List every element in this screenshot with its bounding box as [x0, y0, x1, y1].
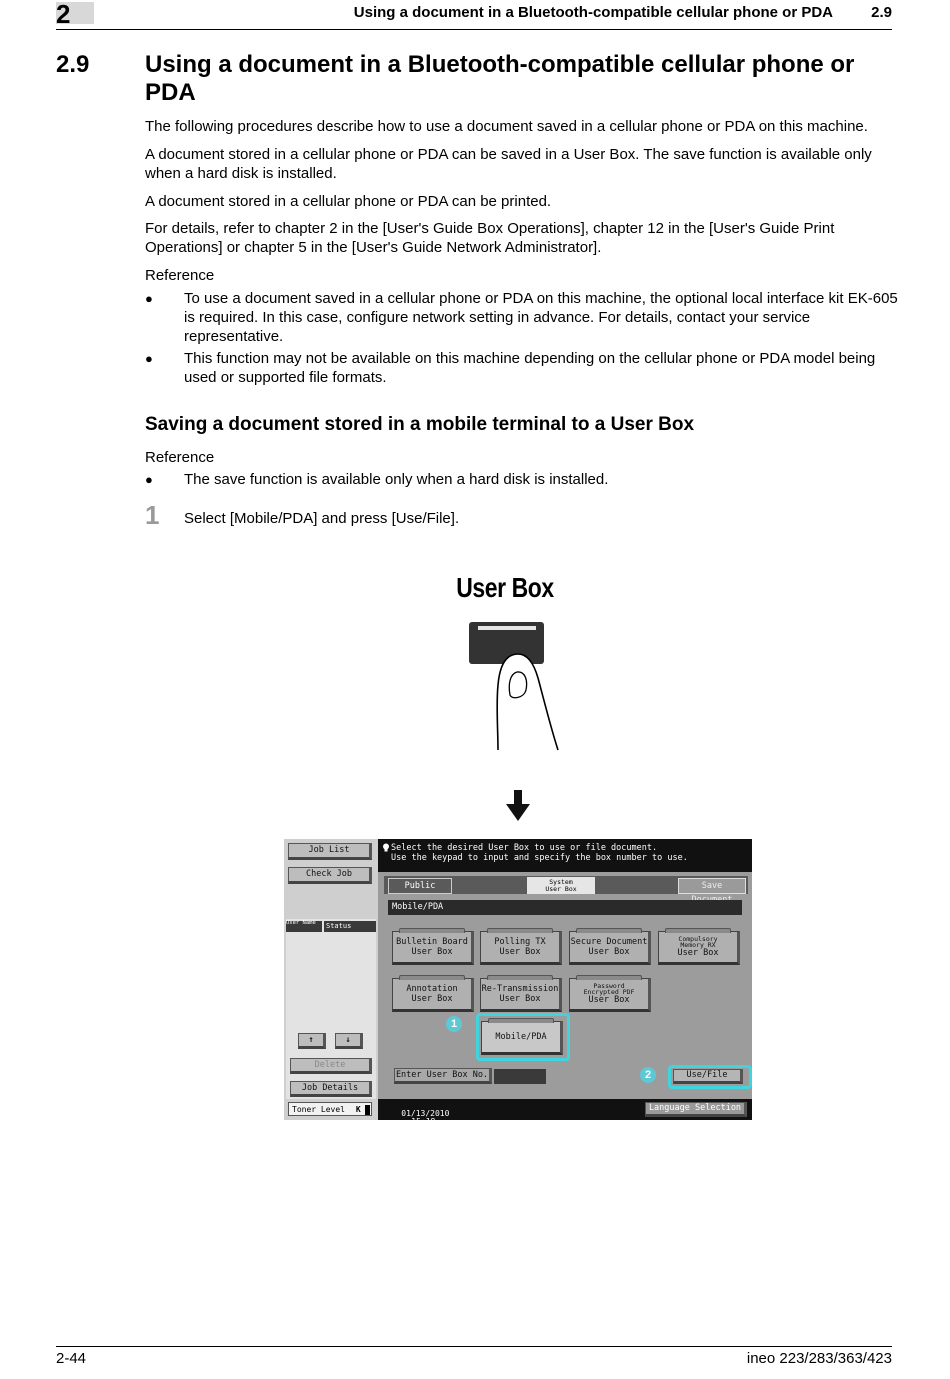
step-text: Select [Mobile/PDA] and press [Use/File]. — [184, 510, 460, 527]
tab-system-line1: System — [549, 878, 573, 886]
delete-button[interactable]: Delete — [290, 1058, 372, 1074]
bullet-dot: ● — [145, 351, 153, 366]
reference-label: Reference — [145, 267, 215, 284]
box-label: Memory RX — [680, 941, 716, 949]
memory-label: Memory — [401, 1134, 431, 1143]
datetime-memory — [382, 1101, 449, 1161]
toner-bar — [365, 1105, 370, 1115]
box-label: Re-Transmission — [481, 984, 559, 994]
tab-public[interactable]: Public — [388, 878, 452, 894]
current-folder-bar: Mobile/PDA — [388, 900, 742, 915]
box-label: Encrypted PDF — [583, 988, 635, 996]
subsection-title: Saving a document stored in a mobile terminal to a User Box — [145, 414, 695, 435]
job-details-button[interactable]: Job Details — [290, 1081, 372, 1097]
message-line-1: Select the desired User Box to use or file document. — [391, 843, 658, 853]
box-sublabel: User Box — [499, 994, 541, 1004]
bullet-text: This function may not be available on this machine depending on the cellular phone or PDA model being used or supported file formats. — [184, 350, 876, 386]
column-status: Status — [324, 921, 376, 932]
message-line-2: Use the keypad to input and specify the box number to use. — [391, 853, 688, 863]
user-box-key-label: User Box — [456, 572, 554, 603]
chapter-number: 2 — [56, 0, 71, 29]
product-model: ineo 223/283/363/423 — [746, 1350, 892, 1367]
box-label: Mobile/PDA — [495, 1032, 547, 1042]
down-arrow-icon — [506, 790, 530, 822]
re-transmission-user-box-button[interactable] — [480, 978, 562, 1012]
toner-color: K — [355, 1105, 361, 1114]
control-panel-screen — [284, 839, 752, 1152]
paragraph: A document stored in a cellular phone or PDA can be printed. — [145, 193, 552, 210]
toner-level-label: Toner Level — [292, 1105, 345, 1114]
box-sublabel: User Box — [677, 948, 719, 958]
lightbulb-icon — [382, 843, 390, 852]
callout-1: 1 — [446, 1016, 462, 1032]
section-title: Using a document in a Bluetooth-compatible cellular phone or PDA — [145, 51, 855, 106]
annotation-user-box-button[interactable] — [392, 978, 474, 1012]
box-sublabel: User Box — [588, 947, 630, 957]
mobile-pda-button[interactable] — [481, 1021, 563, 1055]
box-sublabel: User Box — [411, 947, 453, 957]
enter-user-box-no-button[interactable]: Enter User Box No. — [394, 1068, 492, 1084]
box-sublabel: User Box — [588, 995, 630, 1005]
polling-tx-user-box-button[interactable] — [480, 931, 562, 965]
password-encrypted-pdf-user-box-button[interactable] — [569, 978, 651, 1012]
header-rule — [56, 29, 892, 30]
compulsory-memory-rx-user-box-button[interactable] — [658, 931, 740, 965]
tab-system-line2: User Box — [545, 885, 577, 893]
pressing-finger-icon — [490, 650, 570, 755]
time: 15:18 — [411, 1117, 436, 1126]
use-file-button[interactable]: Use/File — [673, 1069, 743, 1084]
box-sublabel: User Box — [499, 947, 541, 957]
job-list-button[interactable]: Job List — [288, 843, 372, 860]
box-sublabel: User Box — [411, 994, 453, 1004]
paragraph: A document stored in a cellular phone or PDA can be saved in a User Box. The save function is available only when a hard disk is installed. — [145, 146, 872, 182]
check-job-button[interactable]: Check Job — [288, 867, 372, 884]
callout-2: 2 — [640, 1067, 656, 1083]
box-label: Compulsory — [678, 935, 718, 943]
footer-rule — [56, 1346, 892, 1347]
tab-system-user-box[interactable] — [527, 877, 595, 894]
toner-level-indicator — [288, 1102, 372, 1116]
reference-label: Reference — [145, 449, 215, 466]
bullet-dot: ● — [145, 472, 153, 487]
box-label: Secure Document — [570, 937, 648, 947]
secure-document-user-box-button[interactable] — [569, 931, 651, 965]
save-document-button[interactable]: Save — [678, 878, 746, 894]
step-number: 1 — [145, 500, 160, 530]
key-highlight — [478, 626, 536, 630]
bulletin-board-user-box-button[interactable] — [392, 931, 474, 965]
box-number-field[interactable] — [494, 1069, 546, 1084]
box-label: Polling TX — [494, 937, 546, 947]
memory-value: 99% — [433, 1142, 448, 1152]
paragraph: For details, refer to chapter 2 in the [User's Guide Box Operations], chapter 12 in the [User's Guide Print Operations] or chapter 5 in the [User's Guide Network Administrator]. — [145, 220, 835, 256]
scroll-up-button[interactable]: ↑ — [298, 1033, 326, 1049]
running-header-title: Using a document in a Bluetooth-compatible cellular phone or PDA — [353, 4, 833, 21]
date: 01/13/2010 — [401, 1108, 450, 1118]
page-number: 2-44 — [56, 1350, 87, 1367]
language-selection-button[interactable]: Language Selection — [645, 1102, 747, 1117]
scroll-down-button[interactable]: ↓ — [335, 1033, 363, 1049]
section-number: 2.9 — [56, 51, 90, 78]
bullet-text: The save function is available only when a hard disk is installed. — [184, 471, 609, 488]
box-label: Annotation — [406, 984, 458, 994]
bullet-dot: ● — [145, 291, 153, 306]
box-label: Password — [593, 982, 625, 990]
box-label: Bulletin Board — [396, 937, 468, 947]
bullet-text: To use a document saved in a cellular phone or PDA on this machine, the optional local interface kit EK-605 is required. In this case, configure network setting in advance. For details, contact your service representative. — [184, 290, 898, 345]
column-user-name: User Name — [286, 921, 322, 932]
paragraph: The following procedures describe how to use a document saved in a cellular phone or PDA on this machine. — [145, 118, 868, 135]
running-header-section: 2.9 — [871, 4, 892, 21]
